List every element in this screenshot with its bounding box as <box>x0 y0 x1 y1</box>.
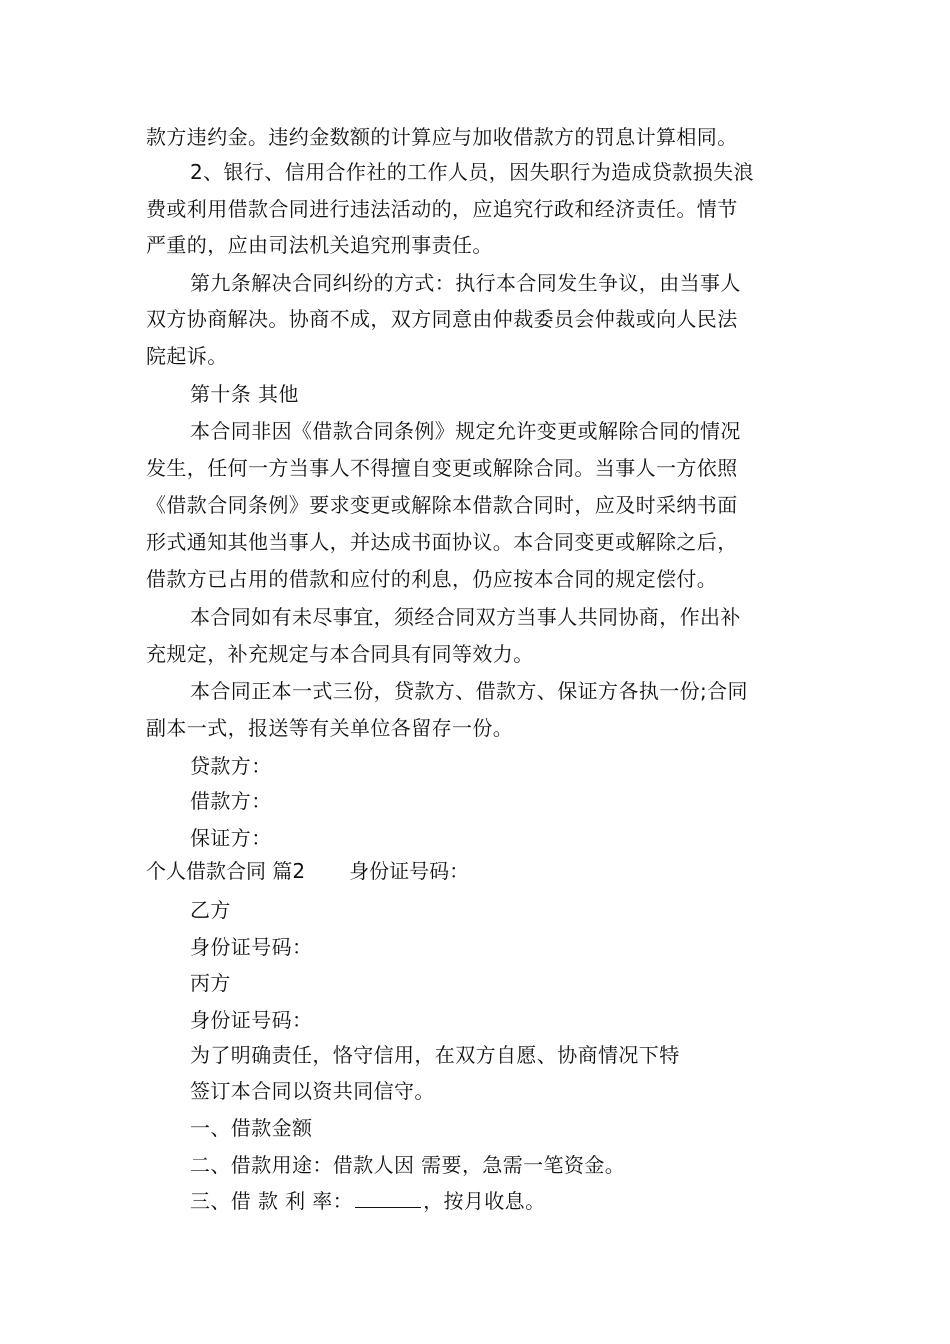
paragraph-line: 双方协商解决。协商不成，双方同意由仲裁委员会仲裁或向人民法 <box>146 307 738 331</box>
paragraph-line: 费或利用借款合同进行违法活动的，应追究行政和经济责任。情节 <box>146 197 738 221</box>
signature-label-lender: 贷款方： <box>190 754 272 778</box>
clause-loan-amount: 一、借款金额 <box>190 1116 313 1140</box>
section-heading-row <box>146 858 469 884</box>
party-c-label: 丙方 <box>190 971 231 995</box>
paragraph-line: 形式通知其他当事人，并达成书面协议。本合同变更或解除之后， <box>146 530 738 554</box>
signature-label-guarantor: 保证方： <box>190 826 272 850</box>
paragraph-line: 本合同正本一式三份，贷款方、借款方、保证方各执一份;合同 <box>190 679 748 703</box>
paragraph-line: 第九条解决合同纠纷的方式：执行本合同发生争议，由当事人 <box>190 271 741 295</box>
paragraph-line: 款方违约金。违约金数额的计算应与加收借款方的罚息计算相同。 <box>146 125 738 149</box>
paragraph-line: 签订本合同以资共同信守。 <box>190 1079 435 1103</box>
paragraph-line: 本合同如有未尽事宜，须经合同双方当事人共同协商，作出补 <box>190 605 741 629</box>
paragraph-line: 严重的，应由司法机关追究刑事责任。 <box>146 233 493 257</box>
paragraph-line: 充规定，补充规定与本合同具有同等效力。 <box>146 642 534 666</box>
section-heading: 个人借款合同 篇2 <box>146 859 306 883</box>
paragraph-line: 本合同非因《借款合同条例》规定允许变更或解除合同的情况 <box>190 419 741 443</box>
clause-loan-purpose: 二、借款用途：借款人因 需要，急需一笔资金。 <box>190 1153 626 1177</box>
paragraph-line: 《借款合同条例》要求变更或解除本借款合同时，应及时采纳书面 <box>146 493 738 517</box>
paragraph-line: 借款方已占用的借款和应付的利息，仍应按本合同的规定偿付。 <box>146 567 718 591</box>
paragraph-line: 为了明确责任，恪守信用，在双方自愿、协商情况下特 <box>190 1043 680 1067</box>
interest-rate-suffix: ，按月收息。 <box>423 1189 546 1213</box>
id-number-label: 身份证号码： <box>190 1008 313 1032</box>
article-heading: 第十条 其他 <box>190 382 299 406</box>
paragraph-line: 院起诉。 <box>146 344 228 368</box>
id-number-label: 身份证号码： <box>190 935 313 959</box>
clause-interest-rate <box>190 1188 545 1214</box>
interest-rate-label: 三、借 款 利 率： <box>190 1189 354 1213</box>
id-number-label: 身份证号码： <box>349 859 470 883</box>
party-b-label: 乙方 <box>190 898 231 922</box>
paragraph-line: 发生，任何一方当事人不得擅自变更或解除合同。当事人一方依照 <box>146 456 738 480</box>
paragraph-line: 2、银行、信用合作社的工作人员，因失职行为造成贷款损失浪 <box>190 160 754 184</box>
signature-label-borrower: 借款方： <box>190 789 272 813</box>
interest-rate-blank <box>355 1189 421 1208</box>
paragraph-line: 副本一式，报送等有关单位各留存一份。 <box>146 716 514 740</box>
